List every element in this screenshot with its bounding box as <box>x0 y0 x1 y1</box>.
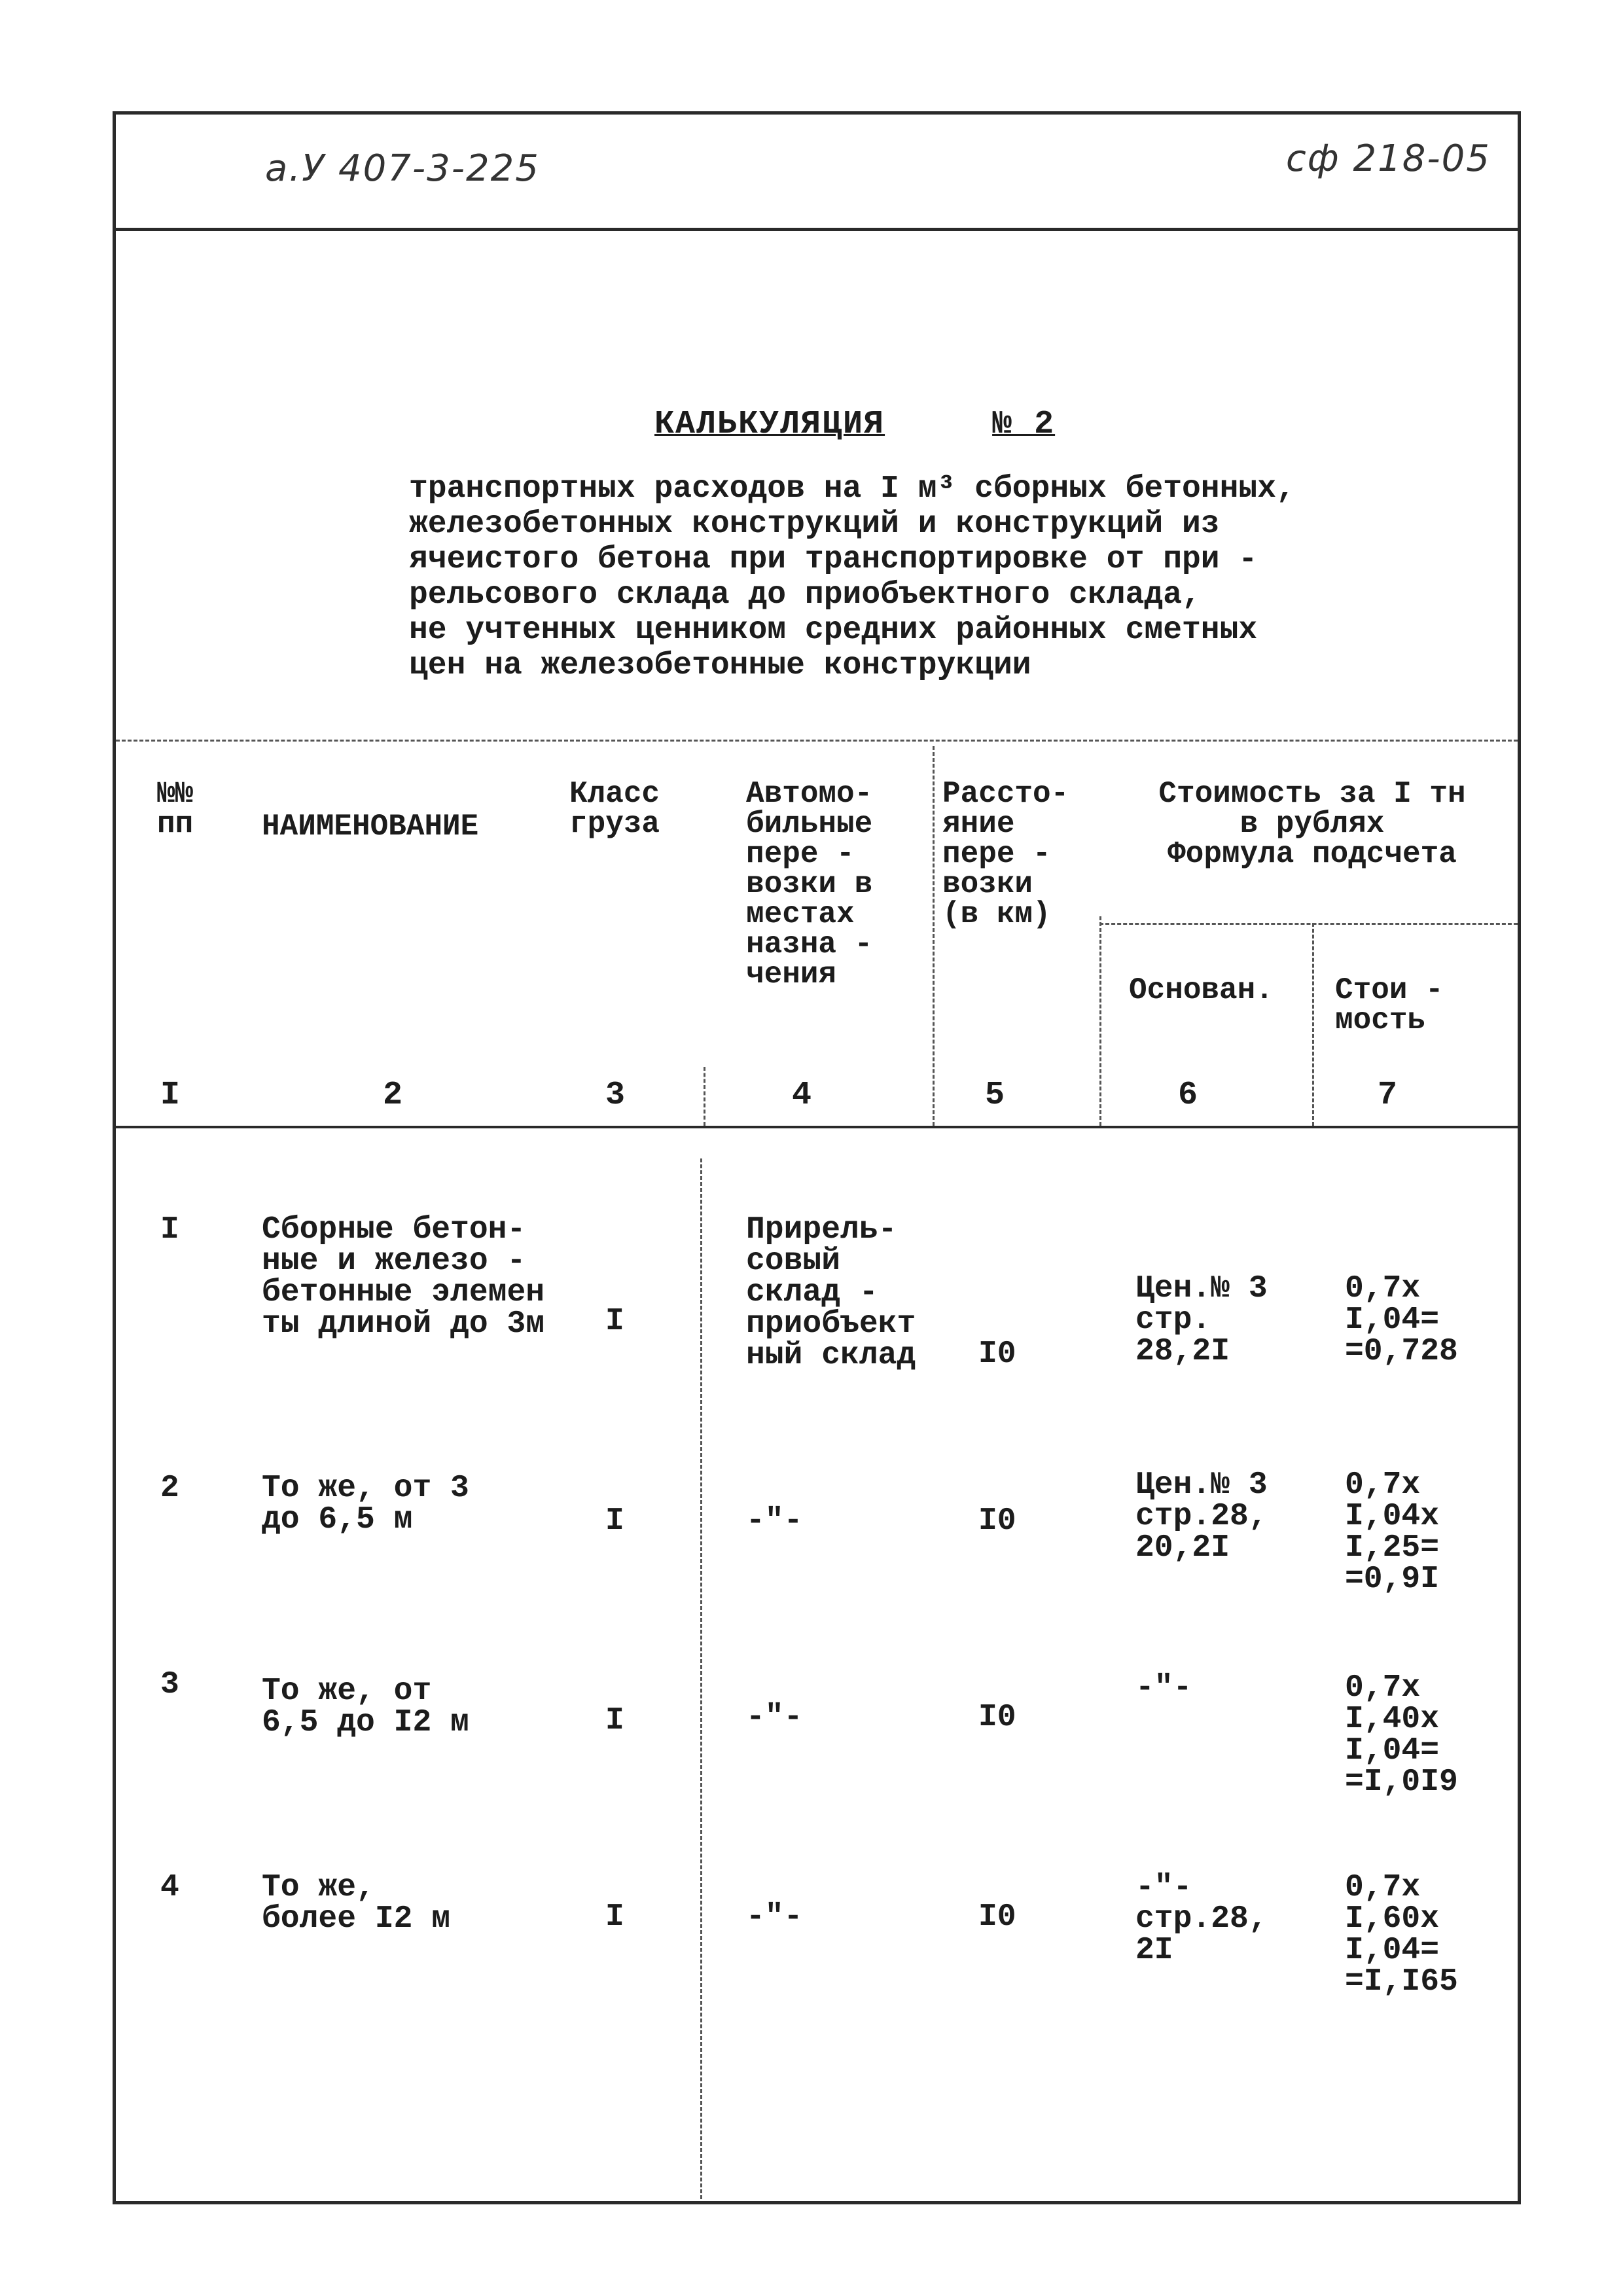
header-basis: Основан. <box>1129 973 1274 1007</box>
table-row-3-basis: -"- <box>1135 1670 1192 1706</box>
header-divider <box>113 228 1521 231</box>
table-row-3-cost: 0,7х I,40х I,04= =I,0I9 <box>1345 1670 1458 1800</box>
title-number: № 2 <box>992 406 1056 443</box>
table-row-2-name: То же, от 3 до 6,5 м <box>262 1471 469 1537</box>
header-transport: Автомо- бильные пере - возки в местах назна - чения <box>746 777 873 992</box>
table-row-1-transport: Прирель- совый склад - приобъект ный склад <box>746 1212 916 1373</box>
doc-code-left: а.У 407-3-225 <box>265 147 540 190</box>
table-row-4-basis: -"- стр.28, 2I <box>1135 1870 1268 1968</box>
table-row-4-num: 4 <box>160 1870 179 1905</box>
table-row-3-transport: -"- <box>746 1700 803 1735</box>
table-row-2-class: I <box>605 1503 624 1539</box>
col-number-6: 6 <box>1178 1077 1198 1114</box>
table-row-2-transport: -"- <box>746 1503 803 1539</box>
table-row-4-class: I <box>605 1899 624 1935</box>
table-row-3-distance: I0 <box>978 1700 1016 1735</box>
col-divider-4 <box>700 1158 702 2199</box>
header-bottom-rule <box>116 1126 1518 1128</box>
col-number-5: 5 <box>985 1077 1005 1114</box>
table-row-2-num: 2 <box>160 1471 179 1506</box>
title-label: КАЛЬКУЛЯЦИЯ <box>654 406 885 443</box>
table-top-rule <box>116 740 1518 742</box>
col-number-4: 4 <box>792 1077 812 1114</box>
table-row-2-basis: Цен.№ 3 стр.28, 20,2I <box>1135 1467 1268 1566</box>
col-divider-3 <box>704 1067 705 1126</box>
document-subtitle: транспортных расходов на I м³ сборных бетонных, железобетонных конструкций и конструкций из ячеистого бетона при транспортировке от при - рельсового склада до приобъектного склада, не учтенных ценником средних районных сметных цен на железобетонные конструкции <box>409 471 1295 683</box>
col-divider-7 <box>1312 923 1314 1126</box>
table-row-1-name: Сборные бетон- ные и железо - бетонные элемен ты длиной до 3м <box>262 1212 545 1342</box>
header-name: НАИМЕНОВАНИЕ <box>262 810 479 844</box>
col-divider-5 <box>933 746 935 1126</box>
table-row-3-class: I <box>605 1703 624 1738</box>
header-num: №№ пп <box>157 777 194 841</box>
col-divider-6 <box>1099 916 1101 1126</box>
table-row-2-distance: I0 <box>978 1503 1016 1539</box>
doc-code-right: сф 218-05 <box>1286 137 1491 180</box>
table-row-2-cost: 0,7х I,04х I,25= =0,9I <box>1345 1467 1440 1597</box>
table-row-3-name: То же, от 6,5 до I2 м <box>262 1674 469 1740</box>
table-row-1-basis: Цен.№ 3 стр. 28,2I <box>1135 1271 1268 1369</box>
table-row-4-distance: I0 <box>978 1899 1016 1935</box>
table-row-4-name: То же, более I2 м <box>262 1870 451 1937</box>
header-cost: Стои - мость <box>1335 973 1444 1037</box>
table-row-4-cost: 0,7х I,60х I,04= =I,I65 <box>1345 1870 1458 2000</box>
table-row-4-transport: -"- <box>746 1899 803 1935</box>
col-number-7: 7 <box>1378 1077 1398 1114</box>
col-number-3: 3 <box>605 1077 626 1114</box>
table-row-1-cost: 0,7х I,04= =0,728 <box>1345 1271 1458 1369</box>
document-title <box>654 406 1055 443</box>
table-row-3-num: 3 <box>160 1667 179 1702</box>
header-distance: Рассто- яние пере - возки (в км) <box>942 777 1069 931</box>
table-row-1-num: I <box>160 1212 179 1247</box>
header-class: Класс груза <box>569 777 660 841</box>
cost-subheader-rule <box>1099 923 1518 925</box>
col-number-1: I <box>160 1077 181 1114</box>
header-cost-group: Стоимость за I тн в рублях Формула подсчета <box>1158 777 1466 871</box>
col-number-2: 2 <box>383 1077 403 1114</box>
table-row-1-distance: I0 <box>978 1336 1016 1372</box>
table-row-1-class: I <box>605 1304 624 1339</box>
